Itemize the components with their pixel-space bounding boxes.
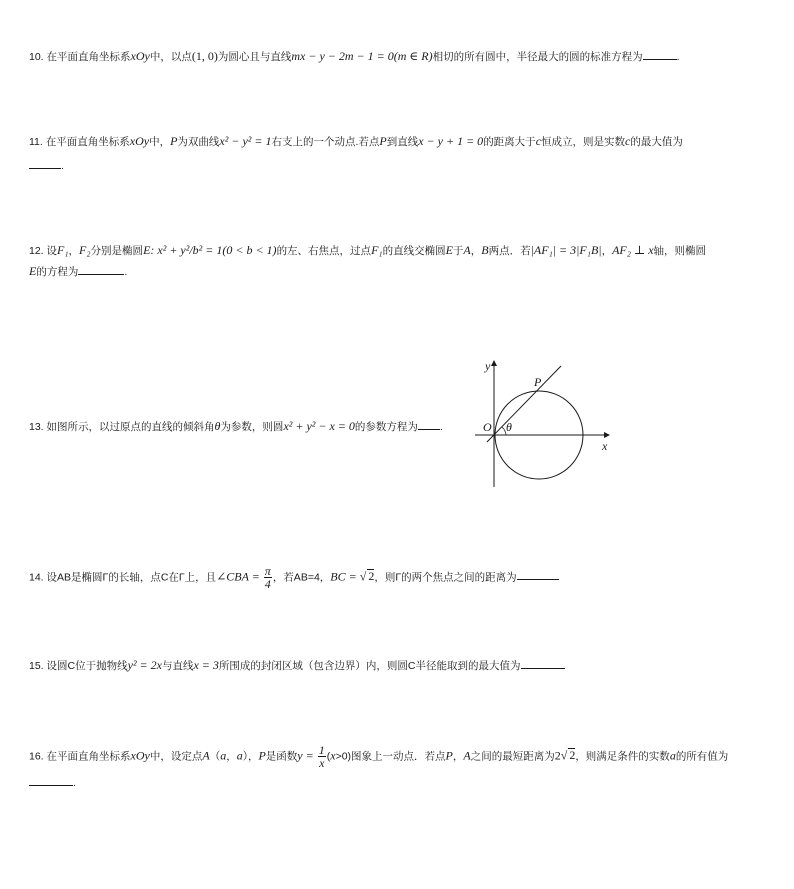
answer-blank[interactable] xyxy=(517,569,559,580)
question-15: 15. 设圆C位于抛物线y² = 2x与直线x = 3所围成的封闭区域（包含边界）内，则圆C半径能取到的最大值为 xyxy=(29,655,769,676)
one-over-x: $\frac{1}{x}$ xyxy=(318,743,325,770)
q16-number: 16. xyxy=(29,750,44,763)
point-label: P xyxy=(534,375,542,389)
answer-blank[interactable] xyxy=(521,658,565,669)
question-13: 13. 如图所示，以过原点的直线的倾斜角θ为参数，则圆x² + y² − x = 0的参数方程为 . xyxy=(29,419,443,433)
q10-number: 10. xyxy=(29,51,44,63)
question-14: 14. 设AB是椭圆Γ的长轴，点C在Γ上，且∠CBA = $\frac{\pi}{4}$ ，若AB=4，BC = √ 2，则Γ的两个焦点之间的距离为 xyxy=(29,565,769,590)
question-12: 12. 设F₁，F₂分别是椭圆E: x² + y²/b² = 1(0 < b < 1)的左、右焦点，过点F₁的直线交椭圆E于A，B两点．若|AF₁| = 3|F₁B|，AF₂ ⊥ x轴，则椭圆 E的方程为 . xyxy=(29,243,707,278)
q14-number: 14. xyxy=(29,571,44,584)
answer-blank[interactable] xyxy=(78,264,124,275)
origin-label: O xyxy=(483,420,492,434)
q15-number: 15. xyxy=(29,660,44,672)
y-axis-label: y xyxy=(485,359,491,373)
answer-blank[interactable] xyxy=(29,158,61,169)
q13-number: 13. xyxy=(29,421,44,433)
answer-blank[interactable] xyxy=(29,775,73,786)
question-16: 16. 在平面直角坐标系xOy中，设定点A（a，a），P是函数y = $\frac{1}{x}$ (x>0)图象上一动点．若点P，A之间的最短距离为2√ 2，则满足条件的实数a的所有值为 . xyxy=(29,743,729,789)
question-11: 11. 在平面直角坐标系xOy中，P为双曲线x² − y² = 1右支上的一个动点.若点P到直线x − y + 1 = 0的距离大于c恒成立，则是实数c的最大值为 . xyxy=(29,134,683,172)
q11-number: 11. xyxy=(29,136,43,148)
pi-over-4: $\frac{\pi}{4}$ xyxy=(264,564,271,591)
question-10: 10. 在平面直角坐标系xOy中，以点(1, 0)为圆心且与直线mx − y − 2m − 1 = 0(m ∈ R)相切的所有圆中，半径最大的圆的标准方程为 . xyxy=(29,49,680,63)
answer-blank[interactable] xyxy=(418,419,440,430)
answer-blank[interactable] xyxy=(643,49,677,60)
circle-diagram xyxy=(475,357,617,491)
x-axis-label: x xyxy=(602,439,608,453)
angle-label: θ xyxy=(506,420,512,434)
line-through-origin xyxy=(487,366,561,442)
q12-number: 12. xyxy=(29,245,44,257)
